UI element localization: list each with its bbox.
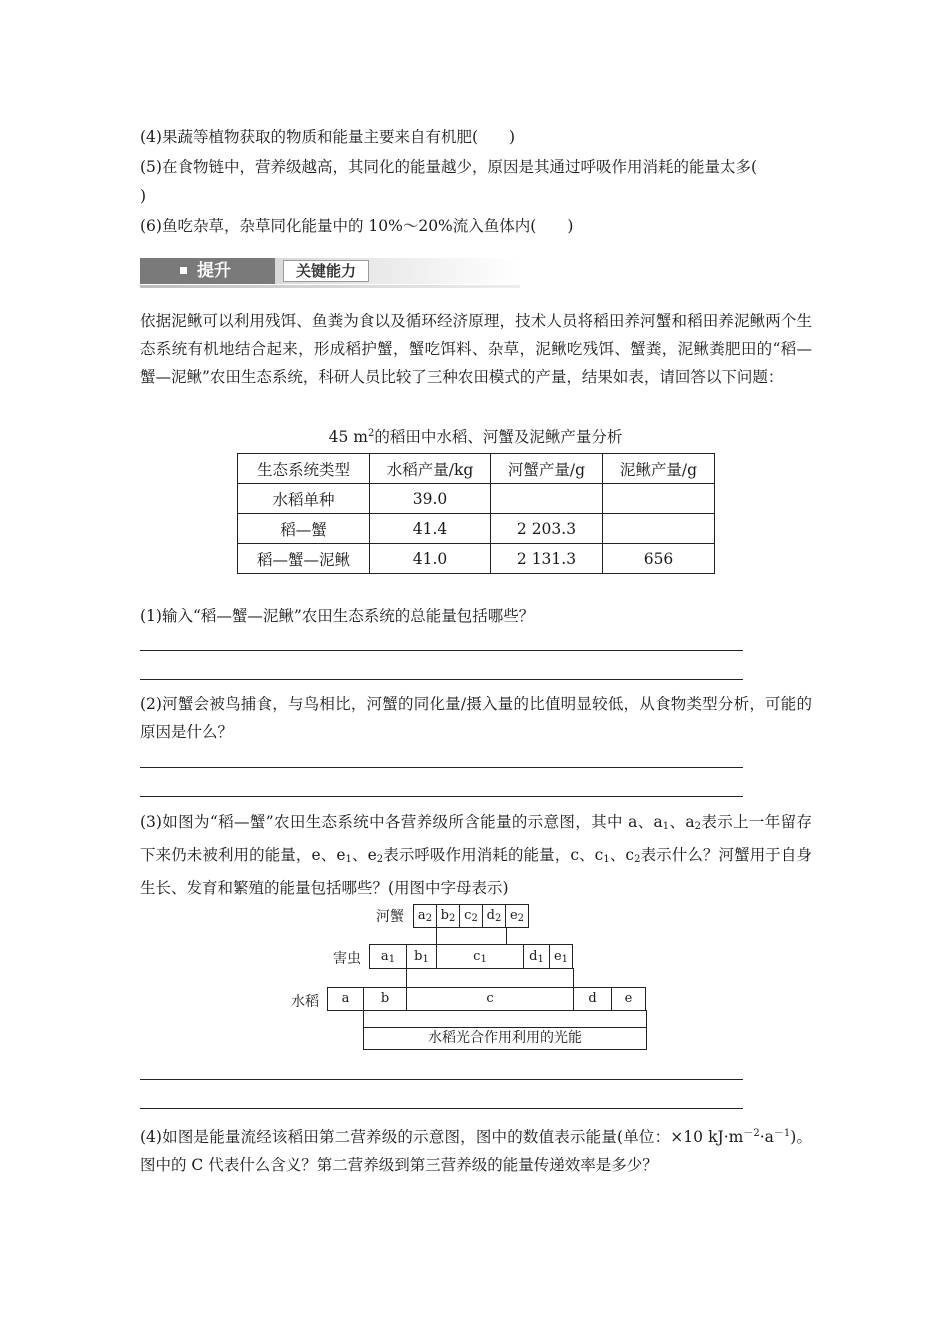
box-letter: a xyxy=(417,908,426,923)
q3-text: 表示上一年留存下来仍未被利用的能量，e、e xyxy=(140,813,812,864)
rice-a-box xyxy=(327,987,364,1011)
crab-e2-box xyxy=(505,904,529,928)
table-cell xyxy=(491,484,603,514)
crab-b2-box xyxy=(436,904,460,928)
answer-line[interactable] xyxy=(140,1079,743,1080)
box-letter: c xyxy=(464,908,472,923)
table-cell: 稻—蟹 xyxy=(238,514,370,544)
box-letter: e xyxy=(509,908,518,923)
box-letter: a xyxy=(341,991,350,1006)
banner-title-area xyxy=(275,258,520,284)
crab-intake-box xyxy=(436,927,507,945)
rice-e-box xyxy=(611,987,646,1011)
light-energy-box: 水稻光合作用利用的光能 xyxy=(363,1027,647,1050)
banner-underline xyxy=(140,285,520,288)
table-cell xyxy=(603,484,715,514)
intro-paragraph: 依据泥鳅可以利用残饵、鱼粪为食以及循环经济原理，技术人员将稻田养河蟹和稻田养泥鳅两个生态系统有机地结合起来，形成稻护蟹，蟹吃饵料、杂草，泥鳅吃残饵、蟹粪，泥鳅粪肥田的“稻—蟹—泥鳅”农田生态系统，科研人员比较了三种农田模式的产量，结果如表，请回答以下问题： xyxy=(140,312,812,386)
q4-text: ·a xyxy=(759,1128,774,1146)
q3-sub: 2 xyxy=(694,821,701,832)
box-sub: 2 xyxy=(517,913,525,924)
q3-text: (3)如图为“稻—蟹”农田生态系统中各营养级所含能量的示意图，其中 a、a xyxy=(140,813,663,831)
caption-sup: 2 xyxy=(367,428,375,439)
judge-q4: (4)果蔬等植物获取的物质和能量主要来自有机肥( ) xyxy=(140,128,516,146)
q3-sub: 1 xyxy=(662,821,670,832)
crab-d2-box xyxy=(482,904,506,928)
q3-text: 、e xyxy=(351,846,377,864)
rice-c-box xyxy=(406,987,574,1011)
box-sub: 1 xyxy=(561,954,569,965)
q3-text: 表示什么？河蟹用于自身生长、发育和繁殖的能量包括哪些？(用图中字母表示) xyxy=(140,846,812,897)
box-sub: 1 xyxy=(480,954,487,965)
table-cell: 41.4 xyxy=(370,514,491,544)
question-2: (2)河蟹会被鸟捕食，与鸟相比，河蟹的同化量/摄入量的比值明显较低，从食物类型分析，可能的原因是什么？ xyxy=(140,695,812,741)
q4-text: )。图中的 C 代表什么含义？第二营养级到第三营养级的能量传递效率是多少？ xyxy=(140,1128,812,1174)
q4-sup: －2 xyxy=(743,1128,760,1139)
yield-table xyxy=(237,453,715,574)
box-letter: b xyxy=(440,908,449,923)
question-4 xyxy=(140,1120,812,1179)
q4-sup: －1 xyxy=(773,1128,791,1139)
q3-sub: 1 xyxy=(345,854,352,865)
pest-a1-box xyxy=(369,944,407,969)
table-header: 水稻产量/kg xyxy=(370,454,491,484)
square-icon xyxy=(180,267,187,274)
level-label-rice: 水稻 xyxy=(291,994,319,1010)
table-row xyxy=(238,544,715,574)
question-3 xyxy=(140,808,812,902)
q4-text: (4)如图是能量流经该稻田第二营养级的示意图，图中的数值表示能量(单位：×10 kJ·m xyxy=(140,1128,744,1146)
q3-sub: 2 xyxy=(634,854,641,865)
box-letter: a xyxy=(380,949,389,964)
caption-part: 的稻田中水稻、河蟹及泥鳅产量分析 xyxy=(374,428,623,446)
q3-text: 表示呼吸作用消耗的能量，c、c xyxy=(383,846,604,864)
judge-q6: (6)鱼吃杂草，杂草同化能量中的 10%～20%流入鱼体内( ) xyxy=(140,217,574,235)
box-letter: c xyxy=(473,949,481,964)
box-sub: 1 xyxy=(422,954,429,965)
judge-q5: (5)在食物链中，营养级越高，其同化的能量越少，原因是其通过呼吸作用消耗的能量太多( xyxy=(140,158,758,176)
answer-line[interactable] xyxy=(140,767,743,768)
table-cell: 水稻单种 xyxy=(238,484,370,514)
pest-intake-box xyxy=(406,968,574,988)
box-sub: 1 xyxy=(537,954,544,965)
box-letter: d xyxy=(529,949,538,964)
box-letter: e xyxy=(624,991,633,1006)
q3-text: 、c xyxy=(609,846,635,864)
table-header-row xyxy=(238,454,715,484)
answer-line[interactable] xyxy=(140,1108,743,1109)
judge-q5-end: ) xyxy=(140,187,147,205)
answer-line[interactable] xyxy=(140,679,743,680)
box-sub: 2 xyxy=(494,913,502,924)
banner-tag xyxy=(140,258,275,284)
q3-text: 、a xyxy=(669,813,695,831)
box-sub: 2 xyxy=(471,913,478,924)
box-sub: 2 xyxy=(448,913,456,924)
pest-c1-box xyxy=(436,944,524,969)
table-caption xyxy=(237,425,714,447)
table-cell: 656 xyxy=(603,544,715,574)
box-letter: b xyxy=(414,949,423,964)
table-row xyxy=(238,484,715,514)
section-banner xyxy=(140,258,520,288)
box-letter: d xyxy=(588,991,597,1006)
caption-part: 45 m xyxy=(328,428,368,446)
table-row xyxy=(238,514,715,544)
table-cell: 2 131.3 xyxy=(491,544,603,574)
q3-sub: 2 xyxy=(376,854,384,865)
rice-intake-box xyxy=(363,1010,647,1028)
box-sub: 2 xyxy=(425,913,433,924)
crab-c2-box xyxy=(459,904,483,928)
banner-title: 关键能力 xyxy=(283,260,369,282)
rice-b-box xyxy=(363,987,407,1011)
table-cell: 2 203.3 xyxy=(491,514,603,544)
rice-d-box xyxy=(573,987,612,1011)
table-header: 生态系统类型 xyxy=(238,454,370,484)
table-header: 河蟹产量/g xyxy=(491,454,603,484)
answer-line[interactable] xyxy=(140,796,743,797)
table-cell: 41.0 xyxy=(370,544,491,574)
pest-d1-box xyxy=(523,944,550,969)
pest-b1-box xyxy=(406,944,437,969)
answer-line[interactable] xyxy=(140,650,743,651)
crab-a2-box xyxy=(413,904,437,928)
table-cell xyxy=(603,514,715,544)
table-header: 泥鳅产量/g xyxy=(603,454,715,484)
box-letter: b xyxy=(380,991,390,1006)
table-cell: 39.0 xyxy=(370,484,491,514)
banner-tag-text: 提升 xyxy=(197,261,231,281)
box-letter: d xyxy=(486,908,495,923)
pest-e1-box xyxy=(549,944,573,969)
level-label-crab: 河蟹 xyxy=(376,909,404,925)
level-label-pest: 害虫 xyxy=(333,951,361,967)
table-cell: 稻—蟹—泥鳅 xyxy=(238,544,370,574)
box-letter: e xyxy=(553,949,562,964)
q3-sub: 1 xyxy=(603,854,610,865)
box-letter: c xyxy=(486,991,494,1006)
question-1: (1)输入“稻—蟹—泥鳅”农田生态系统的总能量包括哪些？ xyxy=(140,607,535,625)
box-sub: 1 xyxy=(388,954,396,965)
